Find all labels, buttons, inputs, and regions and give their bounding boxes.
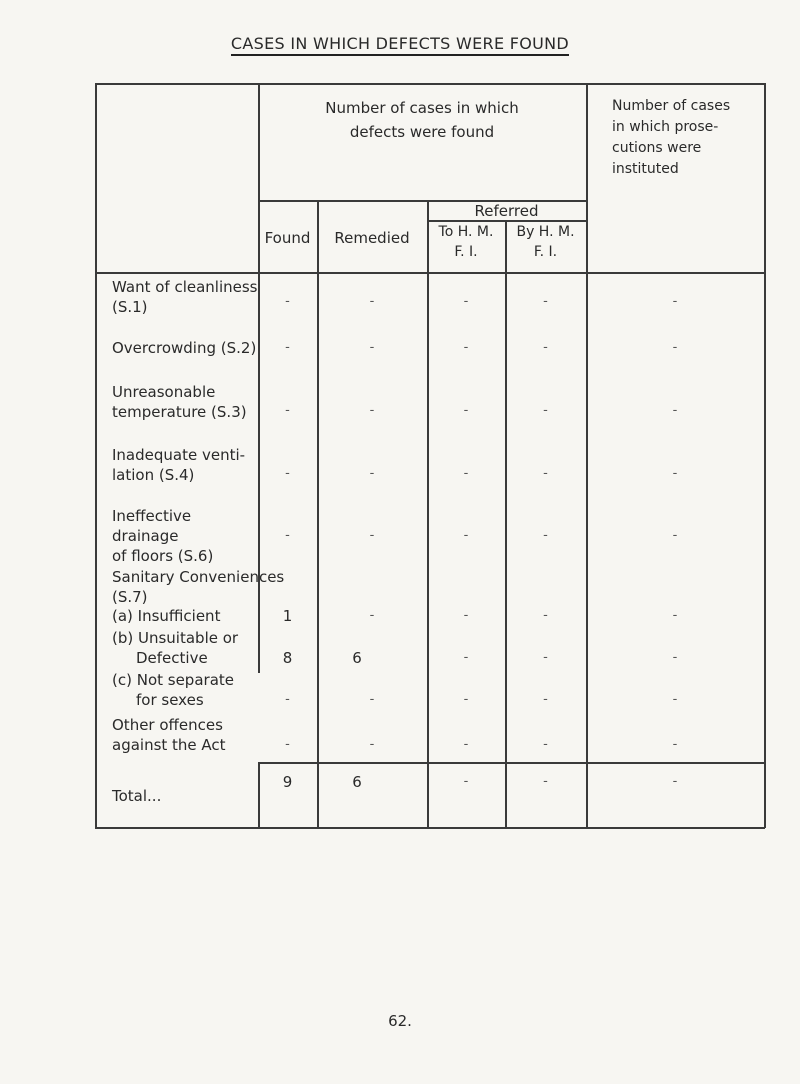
row-overcrowding-pros: - [672,340,678,355]
row-cleanliness-pros: - [672,294,678,309]
row-drainage-to: - [463,528,469,543]
row-cleanliness-by: - [543,294,548,309]
row-other-by: - [543,737,548,752]
rule-above-total [258,762,765,764]
row-other-pros: - [672,737,678,752]
row-label-other-offences: Other offences against the Act [112,716,226,754]
row-label-overcrowding: Overcrowding (S.2) [112,339,257,357]
row-total-found: 9 [282,773,293,791]
header-found: Found [264,229,311,247]
header-by-hm: By H. M. F. I. [516,224,575,260]
row-temperature-found: - [285,403,290,418]
row-label-sanitary: Sanitary Conveniences (S.7) [112,568,285,606]
row-ventilation-found: - [285,466,290,481]
row-not-separate-found: - [285,692,290,707]
row-label-unsuitable: (b) Unsuitable or Defective [112,629,239,667]
header-referred: Referred [474,202,539,220]
row-not-separate-pros: - [672,692,678,707]
row-label-total: Total... [112,787,162,805]
row-temperature-pros: - [672,403,678,418]
col-rule-defects-right [586,83,588,828]
page-number: 62. [388,1012,412,1030]
row-not-separate-remedied: - [369,692,375,707]
row-other-to: - [463,737,469,752]
header-remedied: Remedied [334,229,410,247]
row-ventilation-by: - [543,466,548,481]
row-cleanliness-to: - [463,294,469,309]
row-temperature-by: - [543,403,548,418]
row-drainage-by: - [543,528,548,543]
table-left-rule [95,83,97,828]
row-total-to: - [463,774,469,789]
table-top-rule [95,83,765,85]
row-insufficient-pros: - [672,608,678,623]
row-temperature-remedied: - [369,403,375,418]
row-label-not-separate: (c) Not separate for sexes [112,671,234,709]
rule-header-bottom [95,272,765,274]
row-label-drainage: Ineffective drainage of floors (S.6) [112,507,214,565]
row-insufficient-remedied: - [369,608,375,623]
header-to-hm: To H. M. F. I. [438,224,494,260]
table-bottom-rule [95,827,765,829]
row-insufficient-found: 1 [282,607,293,625]
row-label-cleanliness: Want of cleanliness (S.1) [112,278,258,316]
table-right-rule [764,83,766,828]
row-temperature-to: - [463,403,469,418]
row-unsuitable-pros: - [672,650,678,665]
row-ventilation-pros: - [672,466,678,481]
page-title: CASES IN WHICH DEFECTS WERE FOUND [0,34,800,53]
row-other-found: - [285,737,290,752]
row-total-pros: - [672,774,678,789]
row-insufficient-by: - [543,608,548,623]
header-prosecutions: Number of cases in which prose- cutions were instituted [612,98,731,177]
row-ventilation-to: - [463,466,469,481]
row-total-remedied: 6 [352,773,362,791]
row-unsuitable-found: 8 [282,649,293,667]
row-drainage-remedied: - [369,528,375,543]
row-cleanliness-remedied: - [369,294,375,309]
row-not-separate-to: - [463,692,469,707]
row-label-insufficient: (a) Insufficient [112,607,221,625]
row-unsuitable-to: - [463,650,469,665]
row-label-ventilation: Inadequate venti- lation (S.4) [112,446,246,484]
row-ventilation-remedied: - [369,466,375,481]
row-unsuitable-by: - [543,650,548,665]
row-drainage-pros: - [672,528,678,543]
row-overcrowding-by: - [543,340,548,355]
row-overcrowding-remedied: - [369,340,375,355]
row-total-by: - [543,774,548,789]
row-not-separate-by: - [543,692,548,707]
header-defects-found: Number of cases in which defects were found [325,99,519,141]
row-cleanliness-found: - [285,294,290,309]
row-overcrowding-found: - [285,340,290,355]
row-overcrowding-to: - [463,340,469,355]
row-other-remedied: - [369,737,375,752]
row-label-temperature: Unreasonable temperature (S.3) [112,383,247,421]
row-insufficient-to: - [463,608,469,623]
row-drainage-found: - [285,528,290,543]
row-unsuitable-remedied: 6 [352,649,362,667]
